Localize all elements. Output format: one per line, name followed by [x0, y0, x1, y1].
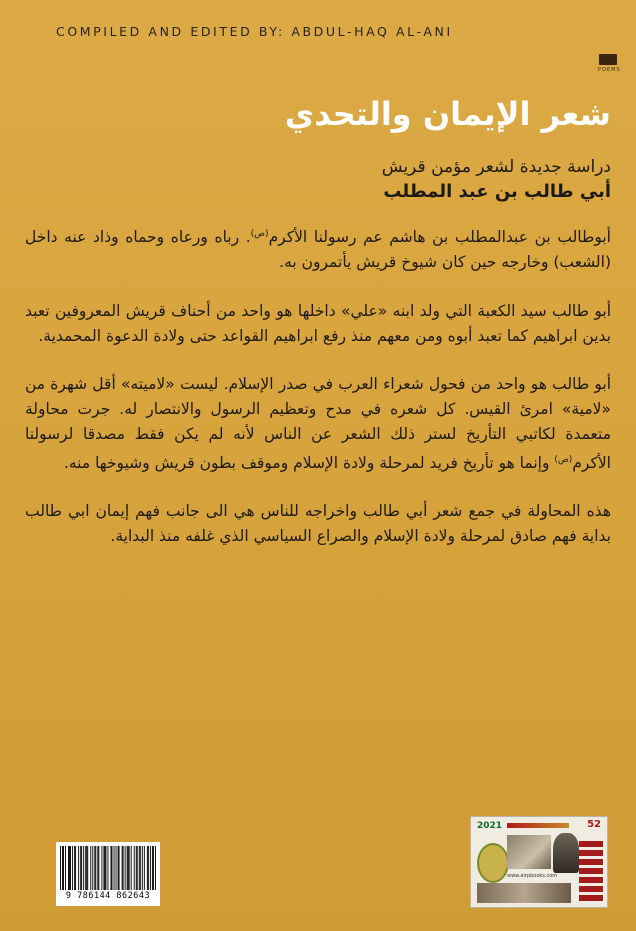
portrait-icon	[553, 833, 579, 873]
barcode-bar	[90, 846, 91, 890]
book-title: شعر الإيمان والتحدي	[284, 95, 611, 133]
blurb-paragraph-1: أبوطالب بن عبدالمطلب بن هاشم عم رسولنا الأكرم$^{(ص)}$. رباه ورعاه وحماه وذاد عنه داخل (الشعب) وخارجه حين كان شيوخ قريش يأتمرون به.	[25, 228, 611, 272]
barcode-bar	[72, 846, 73, 890]
barcode-bar	[81, 846, 82, 890]
barcode-bar	[122, 846, 123, 890]
barcode-bar	[118, 846, 119, 890]
barcode-bar	[136, 846, 137, 890]
stamp-header-band	[507, 823, 569, 828]
barcode-bar	[104, 846, 105, 890]
barcode-bar	[155, 846, 156, 890]
barcode-bar	[128, 846, 129, 890]
barcode-bar	[105, 846, 106, 890]
stamp-footer-band	[477, 883, 571, 903]
barcode-bar	[107, 846, 108, 890]
publisher-brand-strip	[579, 841, 603, 901]
barcode-bar	[69, 846, 70, 890]
book-subtitle: دراسة جديدة لشعر مؤمن قريش	[381, 157, 611, 177]
barcode-bar	[139, 846, 140, 890]
barcode-bar	[125, 846, 126, 890]
isbn-barcode	[56, 842, 160, 906]
barcode-bar	[150, 846, 151, 890]
barcode-bar	[114, 846, 115, 890]
barcode-bar	[83, 846, 84, 890]
stamp-url: www.airpbooks.com	[507, 873, 558, 879]
barcode-bar	[147, 846, 148, 890]
emblem-icon	[477, 843, 509, 883]
barcode-bar	[94, 846, 95, 890]
book-subject-name: أبي طالب بن عبد المطلب	[383, 181, 611, 202]
barcode-bar	[68, 846, 69, 890]
blurb-paragraph-3: أبو طالب هو واحد من فحول شعراء العرب في صدر الإسلام. ليست «لاميته» أقل شهرة من «لامية» امرئ القيس. كل شعره في مدح وتعظيم الرسول والانتصار له. جرت محاولة متعمدة لكاتبي التأريخ لستر ذلك الشعر عن الناس لأنه لم يكن فقط مصدقا لرسولنا الأكرم$^{(ص)}$ وإنما هو تأريخ فريد لمرحلة ولادة الإسلام وموقف بطون قريش وشيوخها منه.	[25, 374, 611, 472]
barcode-bar	[86, 846, 87, 890]
barcode-bar	[97, 846, 98, 890]
barcode-bar	[78, 846, 79, 890]
barcode-bar	[152, 846, 153, 890]
publisher-logo-icon	[599, 54, 617, 65]
barcode-bar	[92, 846, 93, 890]
barcode-bar	[119, 846, 120, 890]
honorific-mark: (ص)	[250, 229, 269, 239]
barcode-bar	[60, 846, 61, 890]
blurb-paragraph-2: أبو طالب سيد الكعبة التي ولد ابنه «علي» داخلها هو واحد من أحناف قريش المعروفين تعبد بدين ابراهيم كما تعبد أبوه ومن معهم منذ رفع ابراهيم القواعد حتى ولادة الدعوة المحمدية.	[25, 301, 611, 345]
isbn-number: 9 786144 862643	[65, 891, 151, 901]
blurb-text	[25, 222, 611, 572]
barcode-bar	[111, 846, 112, 890]
barcode-bar	[63, 846, 64, 890]
barcode-bar	[65, 846, 66, 890]
stamp-year: 2021	[477, 821, 503, 831]
barcode-bar	[131, 846, 132, 890]
barcode-bars	[60, 846, 156, 890]
barcode-bar	[70, 846, 71, 890]
barcode-bar	[148, 846, 149, 890]
barcode-bar	[142, 846, 143, 890]
barcode-bar	[75, 846, 76, 890]
blurb-paragraph-4: هذه المحاولة في جمع شعر أبي طالب واخراجه للناس هي الى جانب فهم إيمان ابي طالب بداية فهم صادق لمرحلة ولادة الإسلام والصراع السياسي الذي غلفه منذ البداية.	[25, 501, 611, 546]
publisher-logo	[598, 54, 621, 73]
barcode-bar	[103, 846, 104, 890]
barcode-bar	[95, 846, 96, 890]
barcode-bar	[127, 846, 128, 890]
barcode-bar	[74, 846, 75, 890]
barcode-bar	[62, 846, 63, 890]
editor-credit: COMPILED AND EDITED BY: ABDUL-HAQ AL-ANI	[56, 24, 453, 39]
barcode-bar	[134, 846, 135, 890]
barcode-bar	[116, 846, 117, 890]
barcode-bar	[153, 846, 154, 890]
stamp-number: 52	[587, 819, 601, 830]
barcode-bar	[85, 846, 86, 890]
barcode-bar	[112, 846, 113, 890]
barcode-bar	[98, 846, 99, 890]
barcode-bar	[80, 846, 81, 890]
barcode-bar	[144, 846, 145, 890]
barcode-bar	[137, 846, 138, 890]
barcode-bar	[129, 846, 130, 890]
barcode-bar	[123, 846, 124, 890]
stamp-photo	[507, 835, 551, 869]
award-stamp	[470, 816, 608, 908]
publisher-logo-label: POEMS	[598, 67, 621, 73]
barcode-bar	[87, 846, 88, 890]
barcode-bar	[101, 846, 102, 890]
honorific-mark: (ص)	[554, 454, 573, 465]
barcode-bar	[140, 846, 141, 890]
